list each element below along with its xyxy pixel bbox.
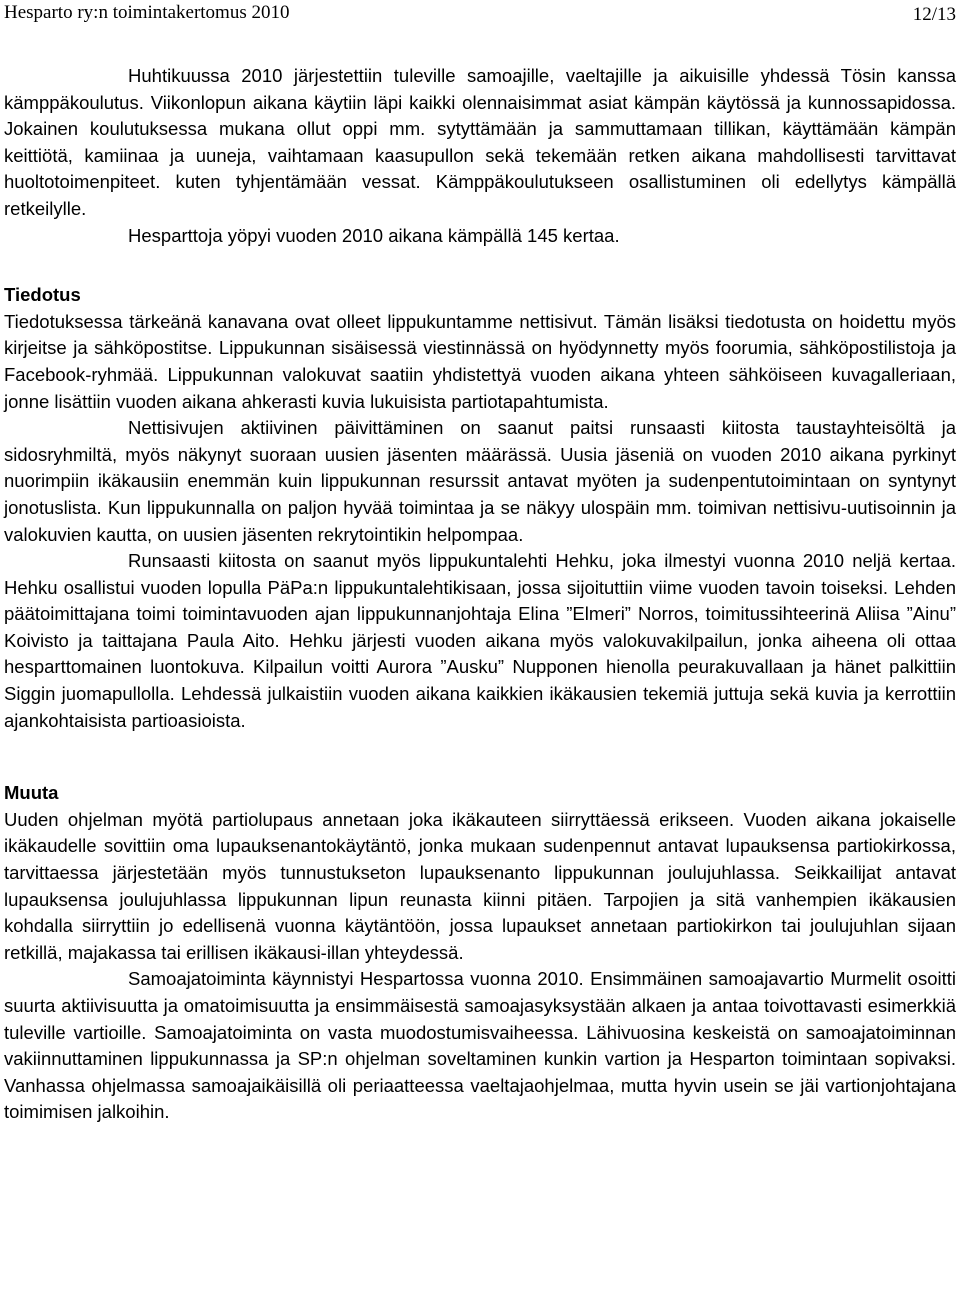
paragraph-tiedotus-1: Tiedotuksessa tärkeänä kanavana ovat olleet lippukuntamme nettisivut. Tämän lisäksi tiedotusta on hoidettu myös kirjeitse ja sähköpostitse. Lippukunnan sisäisessä viestinnässä on hyödynnetty myös foorumia, sähköpostilistoja ja Facebook-ryhmää. Lippukunnan valokuvat saatiin yhdistettyä vuoden aikana yhteen sähköiseen kuvagalleriaan, jonne lisättiin vuoden aikana ahkerasti kuvia lukuisista partiotapahtumista. bbox=[4, 310, 956, 412]
paragraph-tiedotus-2: Nettisivujen aktiivinen päivittäminen on saanut paitsi runsaasti kiitosta taustayhteisöltä ja sidosryhmiltä, myös näkynyt suoraan uusien jäsenten määrässä. Uusia jäseniä on vuoden 2010 aikana pyrkinyt nuorimpiin ikäkausiin enemmän kuin lippukunnan resurssit antavat myöten ja sudenpentutoimintaan on syntynyt jonotuslista. Kun lippukunnalla on paljon hyvää toimintaa ja se näkyy ulospäin mm. toimivan nettisivu-uutisoinnin ja valokuvien kautta, on uusien jäsenten rekrytointikin helpompaa. bbox=[4, 417, 956, 545]
paragraph-kamppakoulutus: Huhtikuussa 2010 järjestettiin tuleville samoajille, vaeltajille ja aikuisille yhdessä Tösin kanssa kämppäkoulutus. Viikonlopun aikana käytiin läpi kaikki olennaisimmat asiat kämpän käytössä ja kunnossapidossa. Jokainen koulutuksessa mukana ollut oppi mm. sytyttämään ja sammuttamaan tillikan, käyttämään kämpän keittiötä, kamiinaa ja uuneja, vaihtamaan kaasupullon sekä tekemään retken aikana mahdollisesti tarvittavat huoltotoimenpiteet. kuten tyhjentämään vessat. Kämppäkoulutukseen osallistuminen oli edellytys kämpällä retkeilylle. bbox=[4, 65, 956, 219]
paragraph-muuta-2: Samoajatoiminta käynnistyi Hespartossa vuonna 2010. Ensimmäinen samoajavartio Murmelit osoitti suurta aktiivisuutta ja omatoimisuutta ja ensimmäisestä samoajasyksystään alkaen ja antaa toivottavasti esimerkkiä tuleville vartioille. Samoajatoiminta on vasta muodostumisvaiheessa. Lähivuosina keskeistä on samoajatoiminnan vakiinnuttaminen lippukunnassa ja SP:n ohjelman soveltaminen kunkin vartion ja Hesparton toimintaan sopivaksi. Vanhassa ohjelmassa samoajaikäisillä oli periaatteessa vaeltajaohjelmaa, mutta hyvin usein se jäi vartionjohtajana toimimisen jalkoihin. bbox=[4, 968, 956, 1123]
paragraph-yopymiset: Hesparttoja yöpyi vuoden 2010 aikana kämpällä 145 kertaa. bbox=[128, 224, 620, 246]
page-number: 12/13 bbox=[912, 4, 956, 25]
document-title: Hesparto ry:n toimintakertomus 2010 bbox=[4, 2, 290, 23]
heading-muuta: Muuta bbox=[4, 782, 59, 804]
paragraph-tiedotus-3: Runsaasti kiitosta on saanut myös lippukuntalehti Hehku, joka ilmestyi vuonna 2010 neljä kertaa. Hehku osallistui vuoden lopulla PäPa:n lippukuntalehtikisaan, jossa sijoituttiin viime vuoden tavoin toiseksi. Lehden päätoimittajana toimi toimintavuoden ajan lippukunnanjohtaja Elina ”Elmeri” Norros, toimitussihteerinä Aliisa ”Ainu” Koivisto ja taittajana Paula Aito. Hehku järjesti vuoden aikana myös valokuvakilpailun, jonka aiheena oli ottaa hesparttomainen luontokuva. Kilpailun voitti Aurora ”Ausku” Nupponen hienolla peurakuvallaan ja hänet palkittiin Siggin juomapullolla. Lehdessä julkaistiin vuoden aikana kaikkien ikäkausien tekemiä juttuja sekä kuvia ja kerrottiin ajankohtaisista partioasioista. bbox=[4, 550, 956, 731]
heading-tiedotus: Tiedotus bbox=[4, 284, 81, 306]
page-header bbox=[0, 0, 960, 26]
paragraph-muuta-1: Uuden ohjelman myötä partiolupaus annetaan joka ikäkauteen siirryttäessä erikseen. Vuoden aikana jokaiselle ikäkaudelle sovittiin oma lupauksenantokäytäntö, jonka mukaan sudenpennut antavat lupauksensa partiokirkossa, tarvittaessa järjestetään myös tunnustukseton lupauksenanto lippukunnan joulujuhlassa. Seikkailijat antavat lupauksensa joulujuhlassa lippukunnan lipun reunasta kiinni pitäen. Tarpojien ja sitä vanhempien ikäkausien kohdalla siirryttiin jo edellisenä vuonna käytäntöön, jossa lupaukset annetaan partiokirkon tai joulujuhlan sijaan retkillä, majakassa tai erillisen ikäkausi-illan yhteydessä. bbox=[4, 808, 956, 963]
document-body bbox=[4, 63, 956, 1126]
